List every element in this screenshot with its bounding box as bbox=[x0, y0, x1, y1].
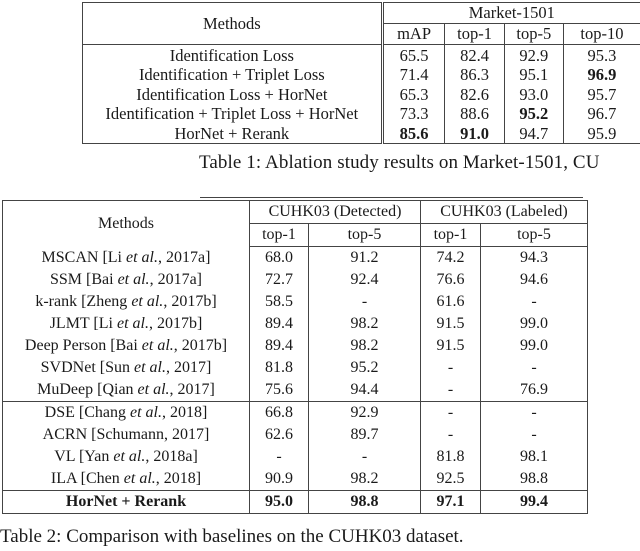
table2-row bbox=[3, 446, 588, 468]
table1-cell: 71.4 bbox=[382, 65, 445, 85]
table2-row bbox=[3, 424, 588, 446]
table2-cell: 75.6 bbox=[250, 379, 309, 402]
table1-method: Identification + Triplet Loss bbox=[83, 65, 383, 85]
divider-rule bbox=[200, 197, 583, 198]
table2-row bbox=[3, 357, 588, 379]
table2-cell: 92.9 bbox=[309, 402, 421, 425]
table2-cell: 98.2 bbox=[309, 468, 421, 491]
table2-cell: 91.2 bbox=[309, 247, 421, 270]
table1-cell: 73.3 bbox=[382, 104, 445, 124]
table2-cell: - bbox=[309, 446, 421, 468]
table2-caption: Table 2: Comparison with baselines on the CUHK03 dataset. bbox=[0, 526, 464, 547]
table2-cell: 89.4 bbox=[250, 313, 309, 335]
table2-method: Deep Person [Bai et al., 2017b] bbox=[3, 335, 250, 357]
table1-group-header: Market-1501 bbox=[382, 3, 640, 24]
table2-cell: 89.7 bbox=[309, 424, 421, 446]
table2-row bbox=[3, 313, 588, 335]
table2-method: SVDNet [Sun et al., 2017] bbox=[3, 357, 250, 379]
table2-cell: 91.5 bbox=[421, 335, 481, 357]
table2-cell: 99.0 bbox=[520, 315, 548, 332]
table2-cell: 68.0 bbox=[250, 247, 309, 270]
table1-cell-best: 85.6 bbox=[382, 124, 445, 144]
table1-row bbox=[83, 104, 640, 124]
table2-cell: - bbox=[531, 426, 537, 443]
table1-row bbox=[83, 124, 640, 144]
table1-cell: 95.1 bbox=[504, 65, 563, 85]
table2-cell: 81.8 bbox=[250, 357, 309, 379]
table1-cell: 86.3 bbox=[445, 65, 504, 85]
table2-cell: 98.2 bbox=[309, 313, 421, 335]
table1-row bbox=[83, 65, 640, 85]
table2-cell: 95.2 bbox=[309, 357, 421, 379]
table2-method: SSM [Bai et al., 2017a] bbox=[3, 269, 250, 291]
table2-cell: 94.4 bbox=[309, 379, 421, 402]
table2-cell: 98.8 bbox=[520, 470, 548, 487]
table2-method: k-rank [Zheng et al., 2017b] bbox=[3, 291, 250, 313]
table2-row bbox=[3, 291, 588, 313]
table2-cell: 99.0 bbox=[520, 337, 548, 354]
table1-cell-best: 91.0 bbox=[445, 124, 504, 144]
table1-row bbox=[83, 85, 640, 105]
table2-row bbox=[3, 269, 588, 291]
table1-cell-best: 96.9 bbox=[587, 65, 617, 84]
table2-cell: - bbox=[421, 402, 481, 425]
table1-cell-best: 95.2 bbox=[504, 104, 563, 124]
table1-col-header: top-10 bbox=[563, 24, 640, 45]
table1-col-header: mAP bbox=[382, 24, 445, 45]
table2-cell: - bbox=[421, 357, 481, 379]
table2-cell: 81.8 bbox=[421, 446, 481, 468]
table1-cell: 96.7 bbox=[587, 104, 617, 123]
table1-method: HorNet + Rerank bbox=[83, 124, 383, 144]
table2-method: DSE [Chang et al., 2018] bbox=[3, 402, 250, 425]
table1-method: Identification Loss + HorNet bbox=[83, 85, 383, 105]
table2-col-header: top-5 bbox=[481, 224, 588, 247]
table2-cell: - bbox=[421, 379, 481, 402]
table2-cell: 76.9 bbox=[520, 381, 548, 398]
table2-method: ACRN [Schumann, 2017] bbox=[3, 424, 250, 446]
table2-method: VL [Yan et al., 2018a] bbox=[3, 446, 250, 468]
table2-cell: 74.2 bbox=[421, 247, 481, 270]
table2-cell: - bbox=[250, 446, 309, 468]
table2-method: ILA [Chen et al., 2018] bbox=[3, 468, 250, 491]
table2-cell: 76.6 bbox=[421, 269, 481, 291]
table2-cell: - bbox=[309, 291, 421, 313]
table2-cell: - bbox=[531, 359, 537, 376]
table2-col-header: top-1 bbox=[421, 224, 481, 247]
table2-cell: 98.1 bbox=[520, 448, 548, 465]
table2-cell: - bbox=[531, 293, 537, 310]
table1-cell: 82.4 bbox=[445, 44, 504, 65]
table2-method-ours: HorNet + Rerank bbox=[3, 491, 250, 514]
table2-cell: 92.5 bbox=[421, 468, 481, 491]
table2-method: MuDeep [Qian et al., 2017] bbox=[3, 379, 250, 402]
table2-cell: - bbox=[421, 424, 481, 446]
table1-cell: 93.0 bbox=[504, 85, 563, 105]
table1-cell: 92.9 bbox=[504, 44, 563, 65]
table2-col-header: top-1 bbox=[250, 224, 309, 247]
table2-cell: 90.9 bbox=[250, 468, 309, 491]
table2-cell: 98.2 bbox=[309, 335, 421, 357]
table2-row bbox=[3, 379, 588, 402]
table1-method: Identification + Triplet Loss + HorNet bbox=[83, 104, 383, 124]
table2-row bbox=[3, 335, 588, 357]
table2-cell: 72.7 bbox=[250, 269, 309, 291]
table2-method: JLMT [Li et al., 2017b] bbox=[3, 313, 250, 335]
table2-cell: 92.4 bbox=[309, 269, 421, 291]
table-1-ablation bbox=[82, 2, 640, 144]
table1-method: Identification Loss bbox=[83, 44, 383, 65]
table1-cell: 95.9 bbox=[587, 123, 617, 143]
table2-cell-best: 95.0 bbox=[250, 491, 309, 514]
table2-methods-header: Methods bbox=[3, 201, 250, 247]
table2-cell-best: 98.8 bbox=[309, 491, 421, 514]
table2-cell: - bbox=[481, 402, 588, 425]
table2-cell-best: 99.4 bbox=[481, 491, 588, 514]
table2-cell: 58.5 bbox=[250, 291, 309, 313]
table2-cell: 89.4 bbox=[250, 335, 309, 357]
table1-cell: 65.3 bbox=[382, 85, 445, 105]
table1-cell: 82.6 bbox=[445, 85, 504, 105]
table1-cell: 95.7 bbox=[587, 84, 617, 104]
table2-row bbox=[3, 247, 588, 270]
table2-group-header-labeled: CUHK03 (Labeled) bbox=[421, 201, 588, 224]
table2-cell: 94.3 bbox=[520, 249, 548, 266]
table1-col-header: top-5 bbox=[504, 24, 563, 45]
table2-group-header-detected: CUHK03 (Detected) bbox=[250, 201, 421, 224]
table1-row bbox=[83, 44, 640, 65]
table2-cell: 91.5 bbox=[421, 313, 481, 335]
table1-caption: Table 1: Ablation study results on Market-1501, CU bbox=[199, 152, 600, 173]
table2-method: MSCAN [Li et al., 2017a] bbox=[3, 247, 250, 270]
table2-col-header: top-5 bbox=[309, 224, 421, 247]
table2-row-ours bbox=[3, 491, 588, 514]
table2-cell-best: 97.1 bbox=[421, 491, 481, 514]
table2-cell: 94.6 bbox=[520, 271, 548, 288]
table2-cell: 61.6 bbox=[421, 291, 481, 313]
table1-col-header: top-1 bbox=[445, 24, 504, 45]
table2-cell: 62.6 bbox=[250, 424, 309, 446]
table1-cell: 65.5 bbox=[382, 44, 445, 65]
table1-cell: 95.3 bbox=[587, 45, 617, 65]
table1-cell: 88.6 bbox=[445, 104, 504, 124]
table2-row bbox=[3, 468, 588, 491]
table1-methods-header: Methods bbox=[83, 3, 383, 45]
table1-cell: 94.7 bbox=[504, 124, 563, 144]
table2-cell: 66.8 bbox=[250, 402, 309, 425]
table-2-cuhk03-comparison bbox=[2, 200, 588, 514]
table2-row bbox=[3, 402, 588, 425]
